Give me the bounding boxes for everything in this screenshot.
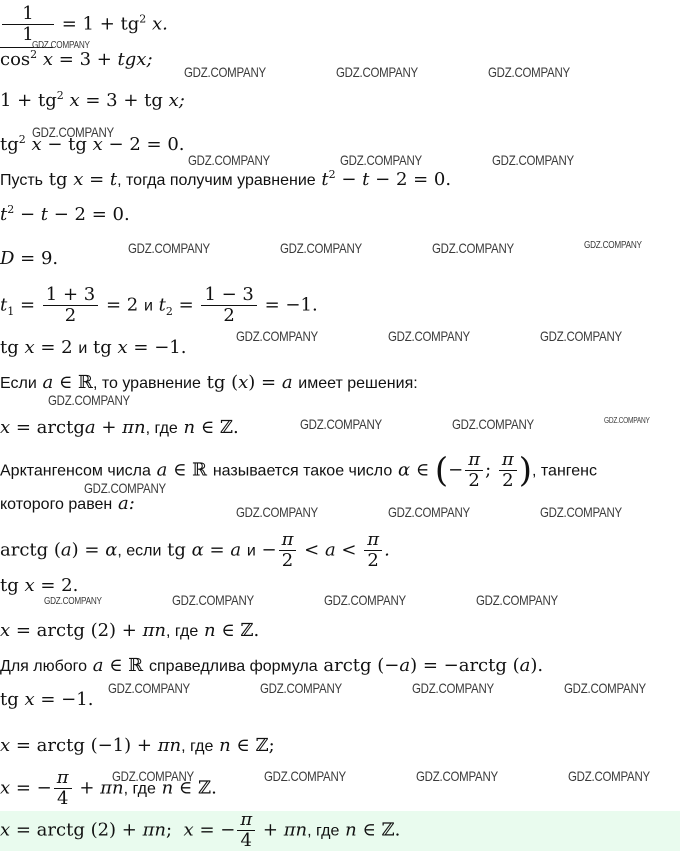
text-eq-has: , то уравнение <box>92 375 201 392</box>
text-arctan-def-3: , тангенс <box>532 462 597 480</box>
eq-line-10: Если a ∈ ℝ, то уравнение tg (x) = a имеет решения: <box>0 372 418 393</box>
watermark: GDZ.COMPANY <box>340 152 422 168</box>
eq-line-6: $t^2 - t - 2 = 0$. <box>0 203 130 225</box>
text-and-2: и <box>78 340 88 357</box>
watermark: GDZ.COMPANY <box>48 392 130 408</box>
watermark: GDZ.COMPANY <box>336 64 418 80</box>
text-has-solutions: имеет решения: <box>298 375 418 392</box>
watermark: GDZ.COMPANY <box>564 680 646 696</box>
watermark: GDZ.COMPANY <box>264 768 346 784</box>
text-and-1: и <box>143 297 153 315</box>
watermark: GDZ.COMPANY <box>236 504 318 520</box>
text-and-3: и <box>246 542 256 560</box>
eq-line-16: x = arctg (2) + πn, где n ∈ ℤ. <box>0 620 260 641</box>
eq-line-2: $\cos^2 x = 3$ + tgx; <box>0 48 153 70</box>
watermark: GDZ.COMPANY <box>188 152 270 168</box>
text-where-3: , где <box>181 738 214 755</box>
watermark: GDZ.COMPANY <box>412 680 494 696</box>
watermark: GDZ.COMPANY <box>488 64 570 80</box>
eq-line-14: arctg (a) = α, если tg α = a и − $\frac{\pi}{2}$ < a < $\frac{\pi}{2}$ . <box>0 529 390 571</box>
watermark: GDZ.COMPANY <box>260 680 342 696</box>
text-for-any: Для любого <box>0 658 88 675</box>
eq-line-9: tg x = 2 и tg x = −1. <box>0 337 187 358</box>
eq-line-1: $\frac{1}{1}$ = $1 + tg^2$ x. <box>0 4 168 45</box>
text-where-1: , где <box>145 420 178 437</box>
watermark: GDZ.COMPANY <box>108 680 190 696</box>
watermark: GDZ.COMPANY <box>388 328 470 344</box>
text-let: Пусть <box>0 172 43 189</box>
watermark: GDZ.COMPANY <box>432 240 514 256</box>
text-then-eq: , тогда получим уравнение <box>117 172 316 189</box>
answer-line: x = arctg (2) + πn; x = − $\frac{\pi}{4}$ + πn, где n ∈ ℤ. <box>0 809 401 851</box>
text-if: Если <box>0 375 37 392</box>
eq-line-15: tg x = 2. <box>0 575 79 596</box>
text-if-lower: , если <box>117 542 162 560</box>
eq-line-11: x = arctga + πn, где n ∈ ℤ. <box>0 417 239 438</box>
text-where-2: , где <box>166 623 199 640</box>
watermark: GDZ.COMPANY <box>388 504 470 520</box>
watermark: GDZ.COMPANY <box>452 416 534 432</box>
text-formula-valid: справедлива формула <box>149 658 318 675</box>
eq-line-5: Пусть tg x = t, тогда получим уравнение $t^2 - t - 2 = 0$. <box>0 168 452 190</box>
watermark: GDZ.COMPANY <box>172 592 254 608</box>
watermark: GDZ.COMPANY <box>540 504 622 520</box>
text-arctan-def-2: называется такое число <box>212 462 393 480</box>
watermark: GDZ.COMPANY <box>476 592 558 608</box>
text-arctan-def-4: которого равен <box>0 496 113 513</box>
text-where-4: , где <box>123 780 156 798</box>
watermark: GDZ.COMPANY <box>300 416 382 432</box>
watermark: GDZ.COMPANY <box>492 152 574 168</box>
watermark: GDZ.COMPANY <box>84 480 166 496</box>
watermark: GDZ.COMPANY <box>584 240 642 251</box>
watermark: GDZ.COMPANY <box>32 124 114 140</box>
watermark: GDZ.COMPANY <box>416 768 498 784</box>
eq-line-8: $t_1$ = $\frac{1 + 3}{2}$ = 2 и $t_2$ = $\frac{1 - 3}{2}$ = −1. <box>0 284 318 326</box>
watermark: GDZ.COMPANY <box>604 416 650 425</box>
eq-line-13: которого равен a: <box>0 493 135 514</box>
watermark: GDZ.COMPANY <box>236 328 318 344</box>
eq-line-20: x = − $\frac{\pi}{4}$ + πn, где n ∈ ℤ. <box>0 767 217 809</box>
eq-line-7: D = 9. <box>0 248 59 269</box>
watermark: GDZ.COMPANY <box>32 40 90 51</box>
eq-line-12: Арктангенсом числа a ∈ ℝ называется такое число α ∈ (− $\frac{\pi}{2}$ ; $\frac{\pi}{2}$ ), тангенс <box>0 449 597 491</box>
eq-line-17: Для любого a ∈ ℝ справедлива формула arctg (−a) = −arctg (a). <box>0 655 544 676</box>
watermark: GDZ.COMPANY <box>324 592 406 608</box>
watermark: GDZ.COMPANY <box>112 768 194 784</box>
watermark: GDZ.COMPANY <box>44 596 102 607</box>
eq-line-18: tg x = −1. <box>0 689 94 710</box>
watermark: GDZ.COMPANY <box>568 768 650 784</box>
eq-line-3: $1 + tg^2$ x = 3 + tg x; <box>0 89 185 111</box>
watermark: GDZ.COMPANY <box>540 328 622 344</box>
eq-line-4: $tg^2$ x − tg x − 2 = 0. <box>0 133 185 155</box>
watermark: GDZ.COMPANY <box>280 240 362 256</box>
watermark: GDZ.COMPANY <box>184 64 266 80</box>
text-arctan-def-1: Арктангенсом числа <box>0 462 151 480</box>
text-where-5: , где <box>307 822 340 840</box>
watermark: GDZ.COMPANY <box>128 240 210 256</box>
eq-line-19: x = arctg (−1) + πn, где n ∈ ℤ; <box>0 735 275 756</box>
